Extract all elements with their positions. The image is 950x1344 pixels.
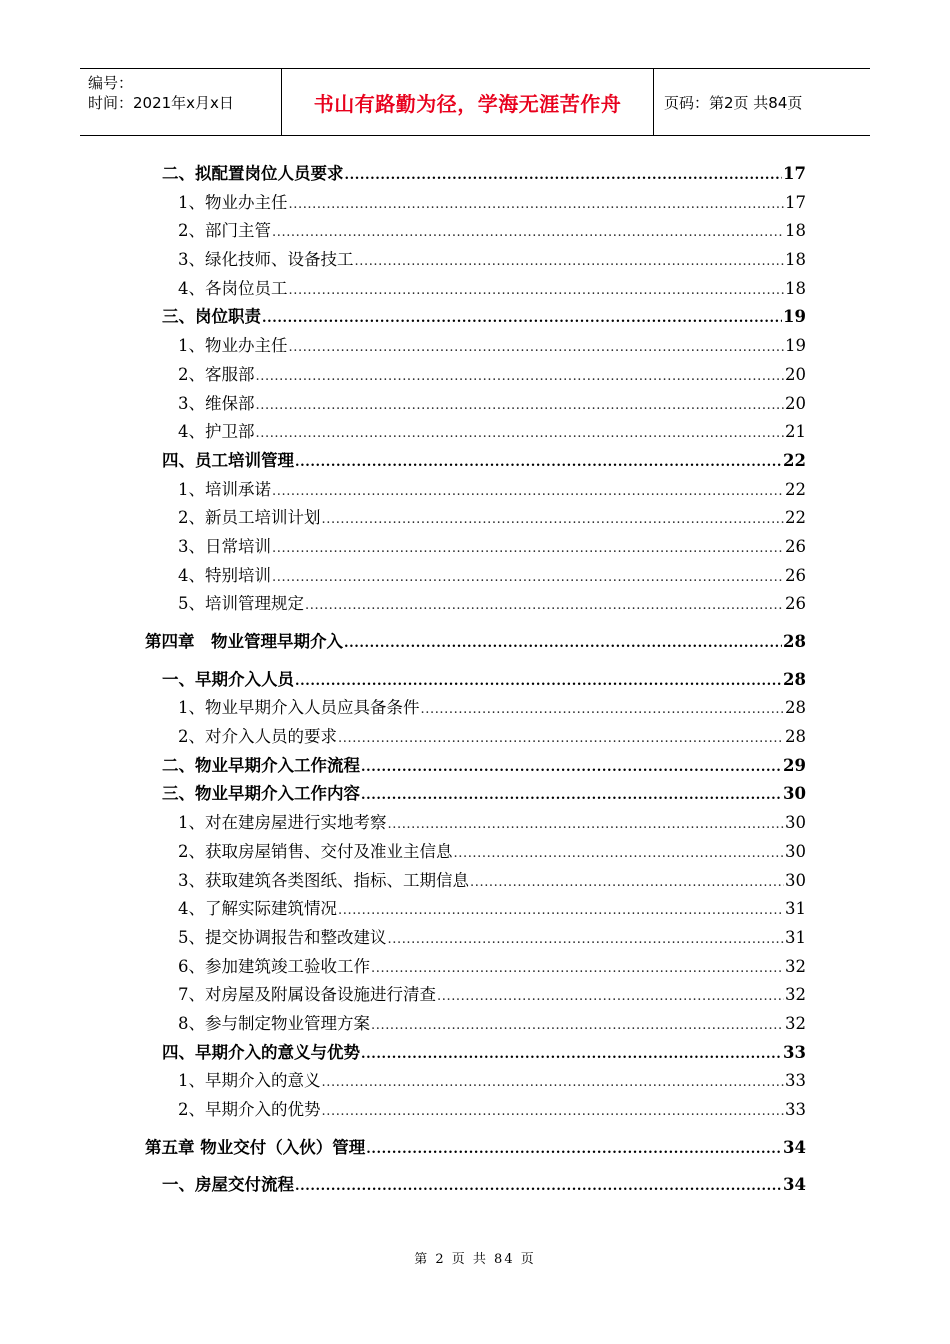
dot-leader <box>338 903 784 918</box>
dot-leader <box>371 1018 784 1033</box>
toc-entry-label: 2、部门主管 <box>178 221 271 241</box>
toc-entry-label: 8、参与制定物业管理方案 <box>178 1013 370 1033</box>
toc-entry-page: 34 <box>783 1137 806 1157</box>
toc-entry-label: 三、岗位职责 <box>162 307 261 327</box>
dot-leader <box>289 340 785 355</box>
toc-entry-page: 18 <box>785 278 806 298</box>
toc-entry-label: 6、参加建筑竣工验收工作 <box>178 956 370 976</box>
toc-entry-section[interactable] <box>145 447 806 476</box>
toc-entry-page: 34 <box>783 1175 806 1195</box>
toc-entry-label: 1、对在建房屋进行实地考察 <box>178 813 387 833</box>
toc-entry-section[interactable] <box>145 1039 806 1068</box>
toc-entry-item[interactable] <box>145 504 806 533</box>
page-info-text: 页码：第2页 共84页 <box>664 93 803 112</box>
toc-entry-item[interactable] <box>145 332 806 361</box>
dot-leader <box>322 512 785 527</box>
toc-entry-item[interactable] <box>145 694 806 723</box>
toc-entry-item[interactable] <box>145 895 806 924</box>
toc-entry-label: 2、客服部 <box>178 364 255 384</box>
toc-entry-label: 1、培训承诺 <box>178 479 271 499</box>
toc-entry-page: 29 <box>783 755 806 775</box>
dot-leader <box>421 702 785 717</box>
time-label: 时间：2021年x月x日 <box>88 94 234 112</box>
dot-leader <box>454 846 785 861</box>
toc-entry-label: 三、物业早期介入工作内容 <box>162 784 360 804</box>
dot-leader <box>289 283 785 298</box>
toc-entry-item[interactable] <box>145 809 806 838</box>
toc-entry-label: 二、物业早期介入工作流程 <box>162 755 360 775</box>
toc-entry-label: 4、了解实际建筑情况 <box>178 899 337 919</box>
dot-leader <box>361 1047 782 1062</box>
toc-entry-item[interactable] <box>145 953 806 982</box>
toc-entry-page: 22 <box>785 508 806 528</box>
toc-entry-section[interactable] <box>145 160 806 189</box>
toc-entry-item[interactable] <box>145 361 806 390</box>
toc-entry-item[interactable] <box>145 590 806 619</box>
toc-entry-label: 第四章 物业管理早期介入 <box>145 632 343 651</box>
toc-entry-label: 二、拟配置岗位人员要求 <box>162 164 344 183</box>
dot-leader <box>256 369 785 384</box>
dot-leader <box>262 311 782 326</box>
dot-leader <box>272 225 784 240</box>
toc-entry-page: 30 <box>785 870 806 890</box>
toc-entry-label: 2、新员工培训计划 <box>178 508 321 528</box>
dot-leader <box>322 1104 785 1119</box>
toc-entry-page: 31 <box>785 927 806 947</box>
toc-entry-label: 1、物业早期介入人员应具备条件 <box>178 698 420 718</box>
toc-entry-label: 一、早期介入人员 <box>162 669 294 689</box>
toc-entry-label: 3、维保部 <box>178 393 255 413</box>
dot-leader <box>371 961 784 976</box>
toc-entry-item[interactable] <box>145 981 806 1010</box>
toc-entry-page: 26 <box>785 565 806 585</box>
toc-entry-item[interactable] <box>145 1010 806 1039</box>
header-motto-cell <box>281 69 654 135</box>
toc-entry-item[interactable] <box>145 562 806 591</box>
toc-entry-page: 20 <box>785 364 806 384</box>
toc-entry-page: 30 <box>783 784 806 804</box>
toc-entry-item[interactable] <box>145 275 806 304</box>
toc-entry-label: 4、各岗位员工 <box>178 278 288 298</box>
toc-entry-page: 17 <box>783 164 806 183</box>
toc-entry-page: 32 <box>785 1013 806 1033</box>
toc-entry-page: 22 <box>783 450 806 470</box>
toc-entry-item[interactable] <box>145 217 806 246</box>
dot-leader <box>295 674 782 689</box>
dot-leader <box>289 197 785 212</box>
toc-entry-page: 30 <box>785 813 806 833</box>
dot-leader <box>272 484 784 499</box>
toc-entry-page: 18 <box>785 250 806 270</box>
toc-entry-page: 32 <box>785 956 806 976</box>
toc-entry-page: 22 <box>785 479 806 499</box>
dot-leader <box>355 254 785 269</box>
toc-entry-page: 28 <box>785 698 806 718</box>
toc-entry-label: 1、早期介入的意义 <box>178 1071 321 1091</box>
toc-entry-label: 5、提交协调报告和整改建议 <box>178 927 387 947</box>
dot-leader <box>345 168 783 183</box>
toc-entry-page: 20 <box>785 393 806 413</box>
dot-leader <box>338 731 784 746</box>
toc-entry-item[interactable] <box>145 1067 806 1096</box>
toc-entry-page: 19 <box>783 307 806 327</box>
dot-leader <box>322 1075 785 1090</box>
toc-entry-item[interactable] <box>145 533 806 562</box>
toc-entry-item[interactable] <box>145 867 806 896</box>
dot-leader <box>256 398 785 413</box>
toc-entry-page: 18 <box>785 221 806 241</box>
toc-entry-page: 31 <box>785 899 806 919</box>
toc-entry-label: 3、绿化技师、设备技工 <box>178 250 354 270</box>
toc-entry-label: 一、房屋交付流程 <box>162 1175 294 1195</box>
toc-entry-item[interactable] <box>145 390 806 419</box>
toc-entry-page: 26 <box>785 594 806 614</box>
dot-leader <box>295 455 782 470</box>
toc-entry-chapter[interactable] <box>145 1134 806 1163</box>
toc-entry-page: 21 <box>785 422 806 442</box>
toc-entry-section[interactable] <box>145 752 806 781</box>
toc-entry-page: 26 <box>785 536 806 556</box>
dot-leader <box>256 426 785 441</box>
toc-entry-page: 33 <box>785 1071 806 1091</box>
header-page-info <box>654 69 870 135</box>
toc-entry-page: 28 <box>783 632 806 651</box>
toc-entry-section[interactable] <box>145 303 806 332</box>
toc-entry-page: 33 <box>785 1100 806 1119</box>
toc-entry-label: 第五章 物业交付（入伙）管理 <box>145 1137 366 1157</box>
dot-leader <box>437 989 784 1004</box>
toc-entry-page: 32 <box>785 985 806 1005</box>
toc-entry-section[interactable] <box>145 666 806 695</box>
toc-entry-label: 1、物业办主任 <box>178 336 288 356</box>
toc-entry-item[interactable] <box>145 723 806 752</box>
toc-entry-label: 2、早期介入的优势 <box>178 1100 321 1119</box>
toc-entry-label: 4、特别培训 <box>178 565 271 585</box>
dot-leader <box>295 1179 782 1194</box>
toc-entry-page: 17 <box>785 192 806 212</box>
dot-leader <box>272 541 784 556</box>
toc-entry-label: 3、日常培训 <box>178 536 271 556</box>
toc-entry-page: 28 <box>783 669 806 689</box>
header-meta <box>80 69 281 135</box>
toc-entry-section[interactable] <box>145 1171 806 1200</box>
page-footer: 第 2 页 共 84 页 <box>414 1252 536 1267</box>
toc-entry-label: 4、护卫部 <box>178 422 255 442</box>
toc-entry-item[interactable] <box>145 924 806 953</box>
toc-entry-label: 四、早期介入的意义与优势 <box>162 1042 360 1062</box>
dot-leader <box>470 875 784 890</box>
toc-entry-item[interactable] <box>145 1096 806 1125</box>
dot-leader <box>305 598 784 613</box>
toc-entry-label: 2、获取房屋销售、交付及准业主信息 <box>178 841 453 861</box>
toc-entry-section[interactable] <box>145 780 806 809</box>
dot-leader <box>366 1142 782 1157</box>
toc-entry-item[interactable] <box>145 838 806 867</box>
toc-entry-label: 7、对房屋及附属设备设施进行清查 <box>178 985 436 1005</box>
dot-leader <box>388 817 785 832</box>
toc-entry-item[interactable] <box>145 246 806 275</box>
dot-leader <box>344 636 782 651</box>
dot-leader <box>361 788 782 803</box>
toc-entry-label: 1、物业办主任 <box>178 192 288 212</box>
toc-entry-label: 2、对介入人员的要求 <box>178 727 337 747</box>
dot-leader <box>388 932 785 947</box>
motto-text: 书山有路勤为径，学海无涯苦作舟 <box>313 91 622 116</box>
toc-entry-label: 四、员工培训管理 <box>162 450 294 470</box>
dot-leader <box>272 570 784 585</box>
toc-entry-page: 28 <box>785 727 806 747</box>
toc-entry-item[interactable] <box>145 189 806 218</box>
toc-entry-label: 3、获取建筑各类图纸、指标、工期信息 <box>178 870 469 890</box>
page-header <box>80 68 870 136</box>
toc-entry-item[interactable] <box>145 476 806 505</box>
toc-entry-chapter[interactable] <box>145 628 806 657</box>
toc-entry-page: 19 <box>785 336 806 356</box>
toc-entry-page: 30 <box>785 841 806 861</box>
number-label: 编号： <box>88 74 134 92</box>
toc-entry-item[interactable] <box>145 418 806 447</box>
dot-leader <box>361 760 782 775</box>
table-of-contents <box>145 160 806 1200</box>
toc-entry-page: 33 <box>783 1042 806 1062</box>
toc-entry-label: 5、培训管理规定 <box>178 594 304 614</box>
